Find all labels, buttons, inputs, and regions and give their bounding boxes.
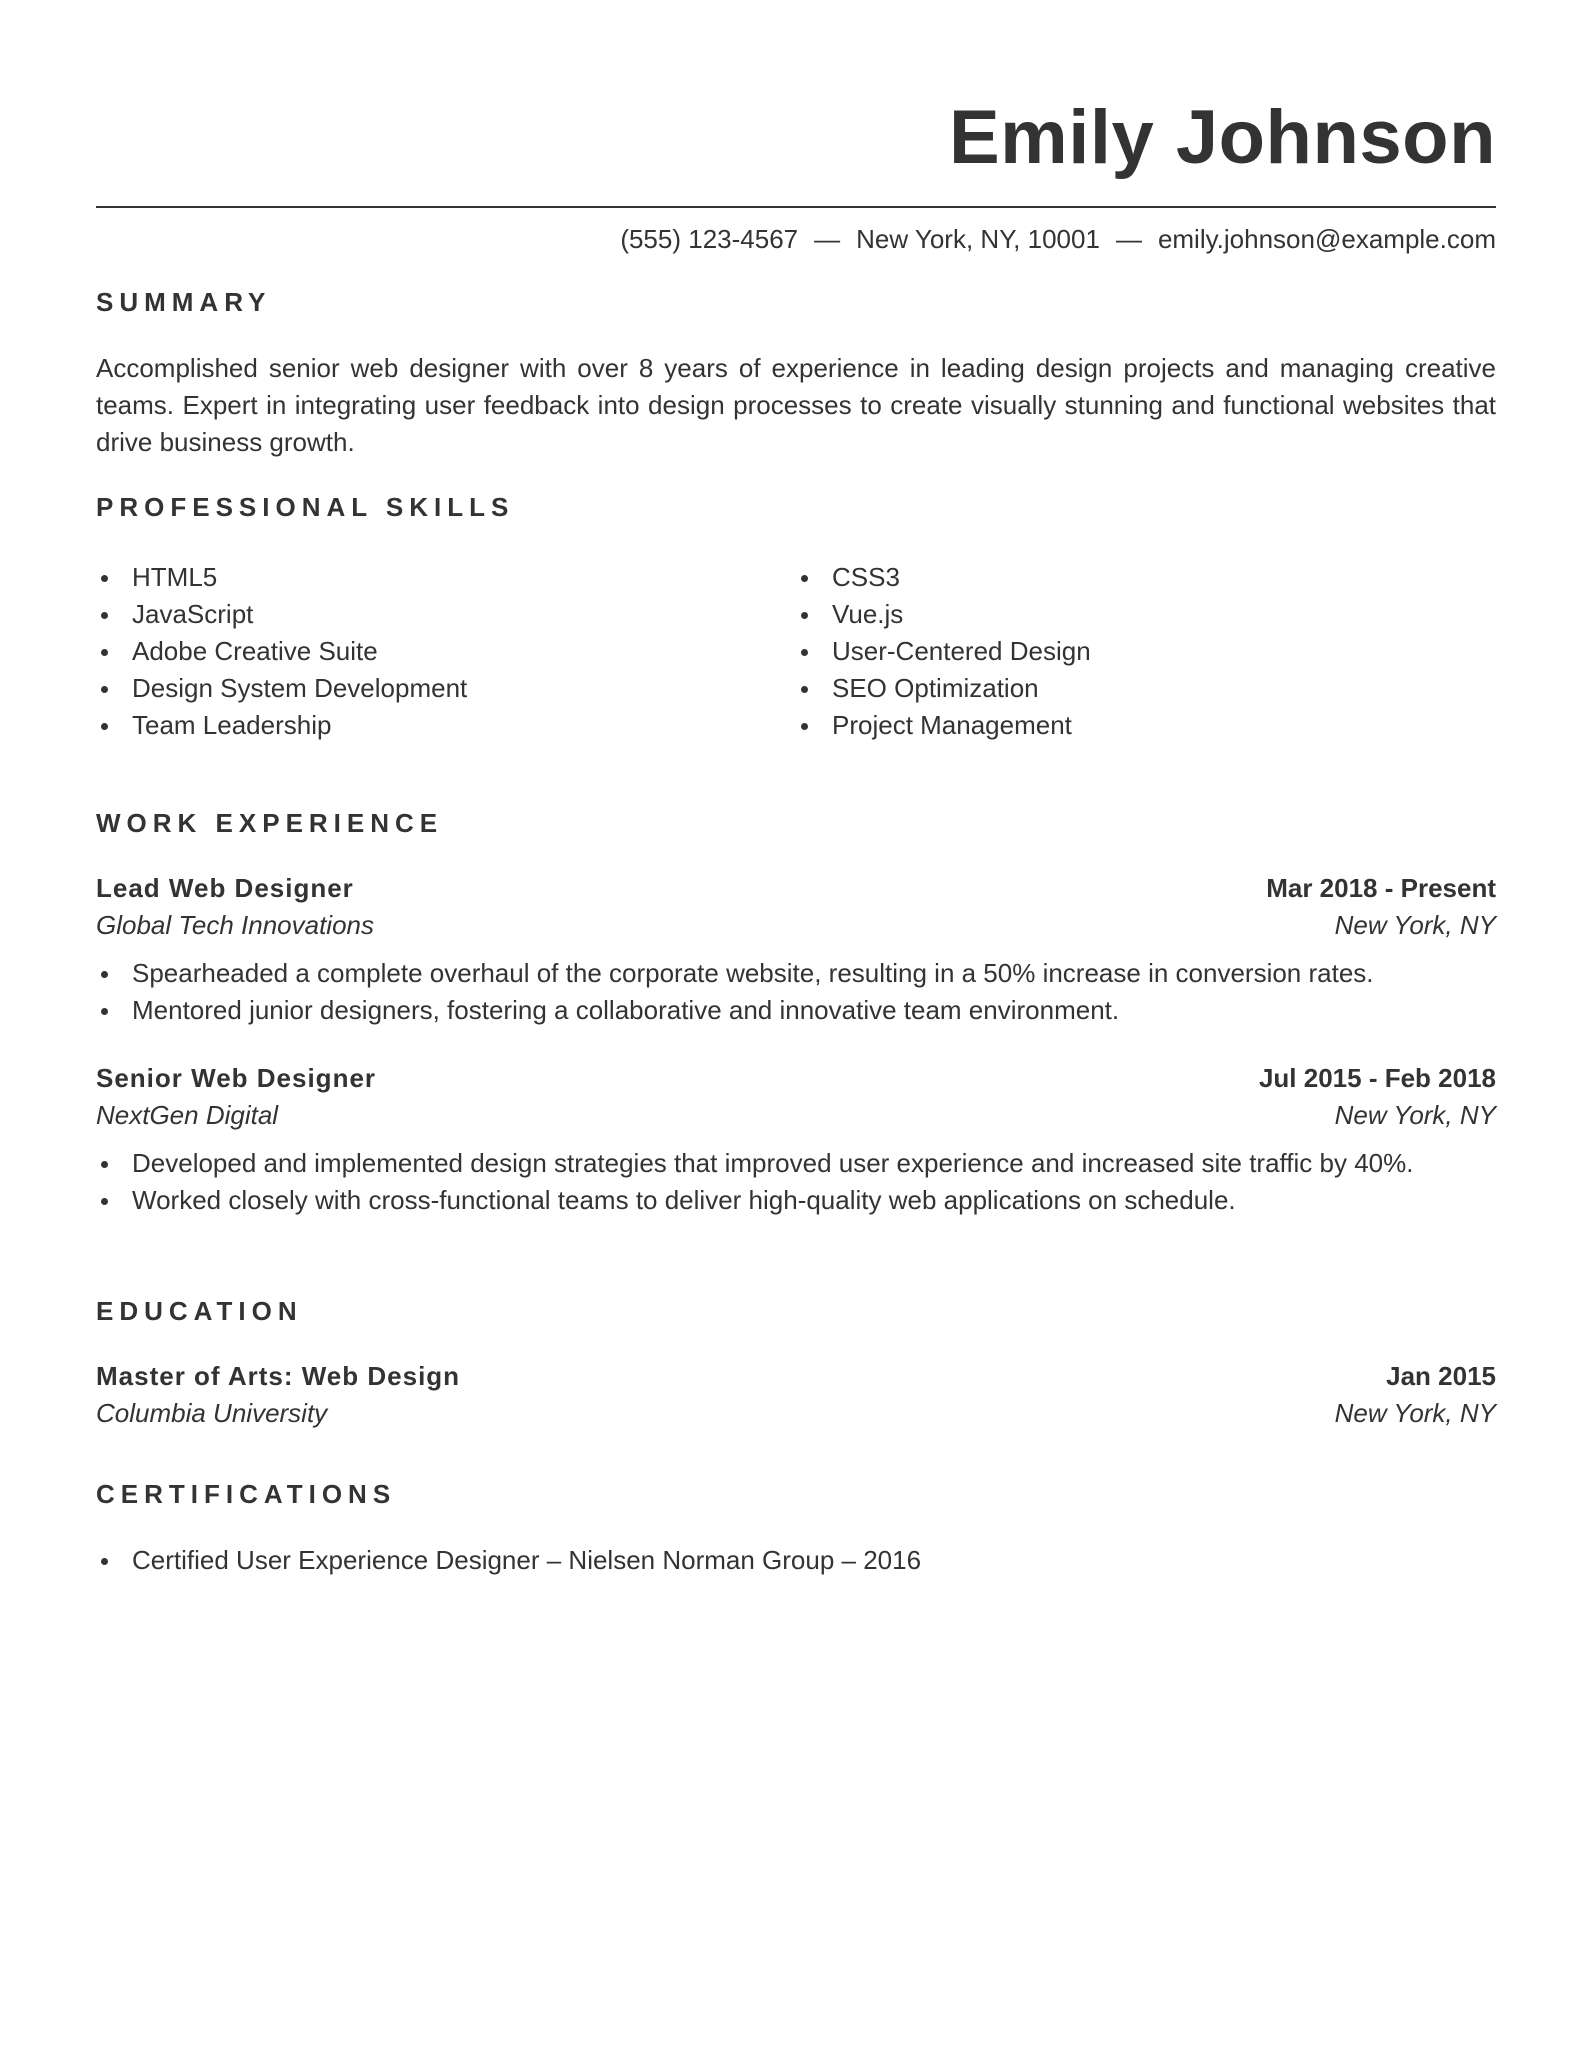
education-entry xyxy=(96,1358,1496,1432)
certifications-heading: CERTIFICATIONS xyxy=(96,1479,397,1509)
certification-item: Certified User Experience Designer – Nielsen Norman Group – 2016 xyxy=(96,1542,1496,1579)
summary-text: Accomplished senior web designer with over 8 years of experience in leading design projects and managing creative teams. Expert in integrating user feedback into design processes to create visually stunning and functional websites that drive business growth. xyxy=(96,353,1496,457)
job-entry xyxy=(96,870,1496,1029)
header-divider xyxy=(96,206,1496,208)
job-title: Lead Web Designer xyxy=(96,873,354,903)
job-sub-row xyxy=(96,907,1496,944)
skill-item: Adobe Creative Suite xyxy=(96,633,796,670)
skill-item: SEO Optimization xyxy=(796,670,1496,707)
contact-location: New York, NY, 10001 xyxy=(856,224,1100,254)
job-company: Global Tech Innovations xyxy=(96,910,375,940)
contact-phone: (555) 123-4567 xyxy=(620,224,799,254)
education-header-row xyxy=(96,1358,1496,1395)
skills-column-right xyxy=(796,559,1496,744)
job-dates: Jul 2015 - Feb 2018 xyxy=(1258,1063,1496,1093)
job-bullets xyxy=(96,955,1496,1029)
certifications-list xyxy=(96,1542,1496,1579)
skills-list xyxy=(96,559,1496,744)
job-entry xyxy=(96,1060,1496,1219)
skill-item: CSS3 xyxy=(796,559,1496,596)
skills-column-left xyxy=(96,559,796,744)
job-sub-row xyxy=(96,1097,1496,1134)
job-header-row xyxy=(96,870,1496,907)
job-title: Senior Web Designer xyxy=(96,1063,377,1093)
education-sub-row xyxy=(96,1395,1496,1432)
skill-item: Project Management xyxy=(796,707,1496,744)
job-header-row xyxy=(96,1060,1496,1097)
education-school: Columbia University xyxy=(96,1398,328,1428)
experience-heading: WORK EXPERIENCE xyxy=(96,808,444,838)
skill-item: Vue.js xyxy=(796,596,1496,633)
contact-separator: — xyxy=(1115,224,1142,254)
job-location: New York, NY xyxy=(1334,910,1496,940)
job-bullets xyxy=(96,1145,1496,1219)
contact-email[interactable]: emily.johnson@example.com xyxy=(1157,224,1496,254)
contact-line xyxy=(620,222,1496,256)
job-location: New York, NY xyxy=(1334,1100,1496,1130)
skill-item: Team Leadership xyxy=(96,707,796,744)
education-date: Jan 2015 xyxy=(1386,1361,1496,1391)
job-dates: Mar 2018 - Present xyxy=(1266,873,1496,903)
job-bullet: Developed and implemented design strategies that improved user experience and increased site traffic by 40%. xyxy=(96,1145,1496,1182)
job-bullet: Worked closely with cross-functional teams to deliver high-quality web applications on schedule. xyxy=(96,1182,1496,1219)
skill-item: User-Centered Design xyxy=(796,633,1496,670)
summary-heading: SUMMARY xyxy=(96,287,272,317)
candidate-name: Emily Johnson xyxy=(948,95,1496,180)
job-bullet: Mentored junior designers, fostering a collaborative and innovative team environment. xyxy=(96,992,1496,1029)
job-bullet: Spearheaded a complete overhaul of the corporate website, resulting in a 50% increase in conversion rates. xyxy=(96,955,1496,992)
skills-heading: PROFESSIONAL SKILLS xyxy=(96,492,515,522)
education-location: New York, NY xyxy=(1334,1398,1496,1428)
contact-separator: — xyxy=(814,224,841,254)
education-heading: EDUCATION xyxy=(96,1296,303,1326)
education-degree: Master of Arts: Web Design xyxy=(96,1361,461,1391)
job-company: NextGen Digital xyxy=(96,1100,279,1130)
skill-item: HTML5 xyxy=(96,559,796,596)
skill-item: JavaScript xyxy=(96,596,796,633)
skill-item: Design System Development xyxy=(96,670,796,707)
